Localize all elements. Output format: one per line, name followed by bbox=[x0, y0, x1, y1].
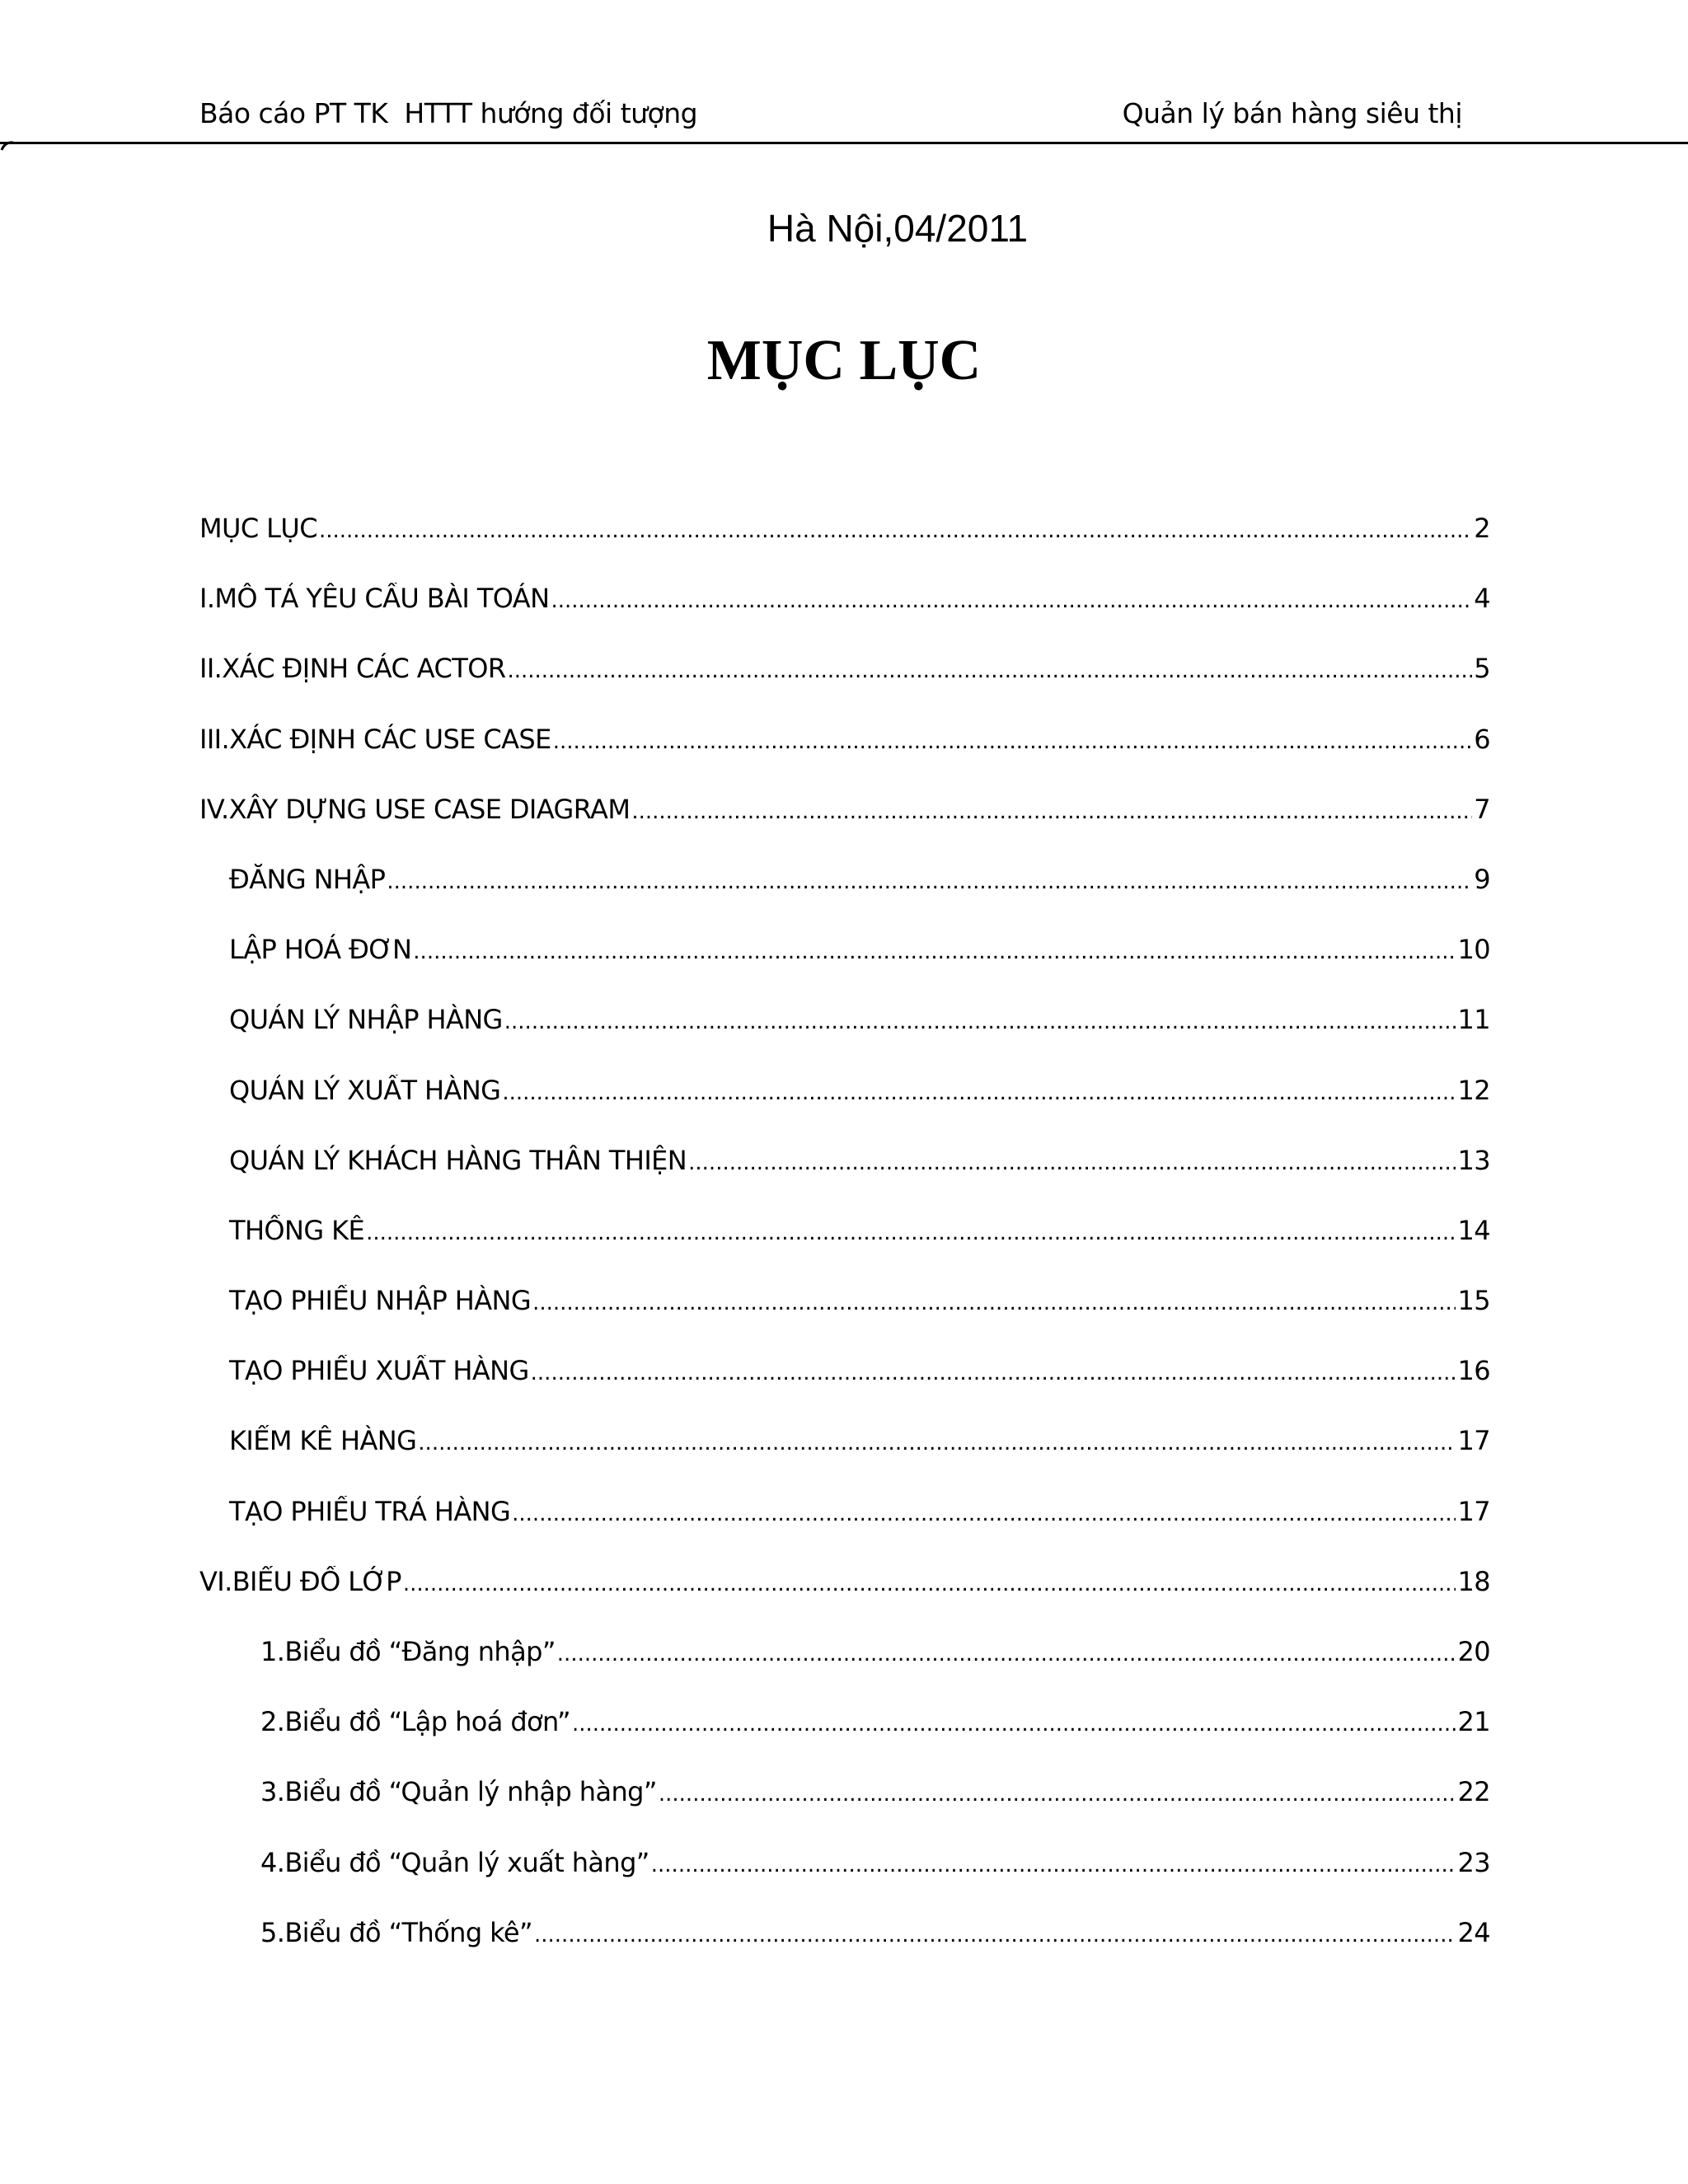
toc-entry[interactable] bbox=[199, 1776, 1490, 1846]
toc-dot-leader bbox=[502, 1080, 1456, 1105]
toc-entry-page-number: 4 bbox=[1474, 583, 1490, 615]
toc-entry[interactable] bbox=[199, 1636, 1490, 1706]
toc-entry-label: IV.XÂY DỰNG USE CASE DIAGRAM bbox=[199, 793, 631, 825]
toc-entry[interactable] bbox=[199, 1355, 1490, 1425]
toc-entry-page-number: 22 bbox=[1457, 1776, 1490, 1808]
toc-entry-label: TẠO PHIẾU XUẤT HÀNG bbox=[229, 1355, 529, 1387]
toc-entry-page-number: 11 bbox=[1457, 1004, 1490, 1036]
toc-entry-label: QUẢN LÝ NHẬP HÀNG bbox=[229, 1004, 503, 1036]
toc-entry-label: TẠO PHIẾU TRẢ HÀNG bbox=[229, 1495, 511, 1527]
toc-entry-page-number: 2 bbox=[1474, 513, 1490, 544]
toc-dot-leader bbox=[572, 1712, 1456, 1736]
toc-entry-page-number: 16 bbox=[1457, 1355, 1490, 1387]
toc-dot-leader bbox=[631, 799, 1472, 824]
toc-entry[interactable] bbox=[199, 513, 1490, 583]
toc-entry-label: III.XÁC ĐỊNH CÁC USE CASE bbox=[199, 723, 551, 755]
toc-dot-leader bbox=[403, 1572, 1456, 1596]
toc-dot-leader bbox=[387, 869, 1472, 894]
toc-entry-label: 1.Biểu đồ “Đăng nhập” bbox=[260, 1636, 556, 1667]
toc-dot-leader bbox=[366, 1221, 1456, 1245]
toc-dot-leader bbox=[507, 658, 1472, 683]
toc-entry-page-number: 7 bbox=[1474, 793, 1490, 825]
toc-entry[interactable] bbox=[199, 794, 1490, 864]
toc-dot-leader bbox=[659, 1782, 1456, 1807]
header-rule bbox=[0, 142, 1688, 144]
toc-dot-leader bbox=[651, 1853, 1456, 1877]
toc-entry-label: I.MÔ TẢ YÊU CẦU BÀI TOÁN bbox=[199, 583, 550, 615]
toc-entry[interactable] bbox=[199, 1215, 1490, 1285]
toc-entry[interactable] bbox=[199, 1285, 1490, 1355]
toc-dot-leader bbox=[531, 1361, 1456, 1385]
toc-dot-leader bbox=[553, 729, 1472, 754]
toc-entry[interactable] bbox=[199, 1004, 1490, 1074]
toc-entry-label: 5.Biểu đồ “Thống kê” bbox=[260, 1916, 532, 1948]
header-right-text: Quản lý bán hàng siêu thị bbox=[1122, 97, 1462, 129]
table-of-contents bbox=[199, 513, 1490, 1987]
toc-entry[interactable] bbox=[199, 934, 1490, 1004]
toc-entry-label: 4.Biểu đồ “Quản lý xuất hàng” bbox=[260, 1846, 649, 1878]
toc-entry-label: ĐĂNG NHẬP bbox=[229, 863, 386, 895]
toc-entry[interactable] bbox=[199, 1425, 1490, 1495]
header-left-text: Báo cáo PT TK HTTT hướng đối tượng bbox=[199, 97, 698, 129]
toc-entry-label: LẬP HOÁ ĐƠN bbox=[229, 934, 412, 966]
toc-entry-label: VI.BIỂU ĐỒ LỚP bbox=[199, 1565, 401, 1597]
toc-entry-page-number: 14 bbox=[1457, 1214, 1490, 1246]
toc-entry-page-number: 6 bbox=[1474, 723, 1490, 755]
toc-dot-leader bbox=[532, 1291, 1456, 1315]
toc-entry-page-number: 15 bbox=[1457, 1285, 1490, 1317]
date-line: Hà Nội,04/2011 bbox=[767, 207, 1029, 250]
toc-entry[interactable] bbox=[199, 1496, 1490, 1566]
toc-entry-label: 3.Biểu đồ “Quản lý nhập hàng” bbox=[260, 1776, 657, 1808]
toc-entry[interactable] bbox=[199, 1706, 1490, 1776]
toc-entry-page-number: 18 bbox=[1457, 1565, 1490, 1597]
toc-dot-leader bbox=[557, 1642, 1456, 1666]
toc-entry-page-number: 10 bbox=[1457, 934, 1490, 966]
toc-entry-label: KIỂM KÊ HÀNG bbox=[229, 1425, 417, 1457]
toc-entry-label: II.XÁC ĐỊNH CÁC ACTOR bbox=[199, 653, 506, 685]
toc-entry-page-number: 13 bbox=[1457, 1144, 1490, 1176]
toc-entry[interactable] bbox=[199, 1566, 1490, 1636]
toc-entry-label: MỤC LỤC bbox=[199, 513, 317, 544]
toc-entry-page-number: 5 bbox=[1474, 653, 1490, 685]
toc-dot-leader bbox=[534, 1923, 1456, 1947]
toc-entry[interactable] bbox=[199, 583, 1490, 653]
toc-entry-label: THỐNG KÊ bbox=[229, 1214, 365, 1246]
toc-entry-label: QUẢN LÝ KHÁCH HÀNG THÂN THIỆN bbox=[229, 1144, 687, 1176]
toc-entry-page-number: 23 bbox=[1457, 1846, 1490, 1878]
toc-entry[interactable] bbox=[199, 653, 1490, 723]
toc-entry-page-number: 17 bbox=[1457, 1495, 1490, 1527]
toc-entry-page-number: 12 bbox=[1457, 1074, 1490, 1106]
toc-dot-leader bbox=[504, 1010, 1456, 1034]
toc-entry-page-number: 17 bbox=[1457, 1425, 1490, 1457]
toc-dot-leader bbox=[413, 940, 1456, 964]
toc-entry-label: QUẢN LÝ XUẤT HÀNG bbox=[229, 1074, 501, 1106]
toc-dot-leader bbox=[551, 588, 1472, 613]
toc-title: MỤC LỤC bbox=[706, 329, 982, 392]
page-header bbox=[199, 97, 1462, 138]
toc-dot-leader bbox=[418, 1431, 1456, 1455]
toc-entry[interactable] bbox=[199, 1847, 1490, 1917]
toc-entry[interactable] bbox=[199, 1917, 1490, 1987]
toc-entry[interactable] bbox=[199, 864, 1490, 934]
toc-entry-page-number: 21 bbox=[1457, 1706, 1490, 1738]
toc-entry-page-number: 20 bbox=[1457, 1636, 1490, 1667]
toc-entry[interactable] bbox=[199, 1145, 1490, 1215]
toc-entry-page-number: 9 bbox=[1474, 863, 1490, 895]
toc-dot-leader bbox=[512, 1502, 1456, 1526]
toc-entry-page-number: 24 bbox=[1457, 1916, 1490, 1948]
toc-entry-label: 2.Biểu đồ “Lập hoá đơn” bbox=[260, 1706, 570, 1738]
toc-dot-leader bbox=[319, 518, 1472, 543]
toc-entry-label: TẠO PHIẾU NHẬP HÀNG bbox=[229, 1285, 532, 1317]
toc-entry[interactable] bbox=[199, 724, 1490, 794]
toc-dot-leader bbox=[688, 1151, 1456, 1175]
toc-entry[interactable] bbox=[199, 1075, 1490, 1145]
